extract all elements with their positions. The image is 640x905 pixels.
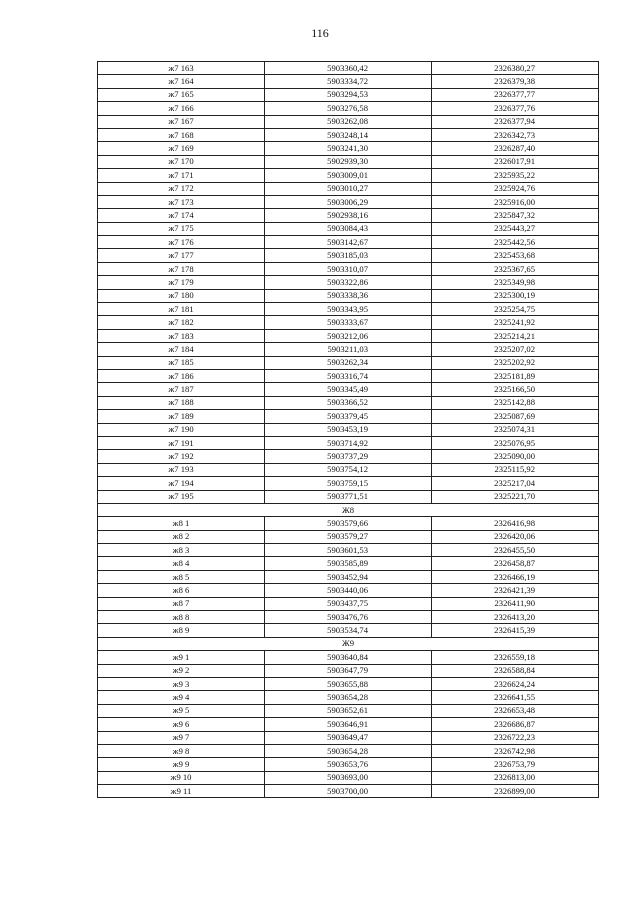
x-coordinate-cell: 5903771,51 [265, 490, 432, 503]
point-name-cell: ж9 3 [98, 677, 265, 690]
y-coordinate-cell: 2325166,50 [432, 383, 599, 396]
x-coordinate-cell: 5903366,52 [265, 396, 432, 409]
table-row [98, 704, 599, 717]
point-name-cell: ж7 191 [98, 436, 265, 449]
y-coordinate-cell: 2325443,27 [432, 222, 599, 235]
y-coordinate-cell: 2325076,95 [432, 436, 599, 449]
table-row [98, 450, 599, 463]
point-name-cell: ж7 182 [98, 316, 265, 329]
y-coordinate-cell: 2326342,73 [432, 128, 599, 141]
x-coordinate-cell: 5903334,72 [265, 75, 432, 88]
x-coordinate-cell: 5903345,49 [265, 383, 432, 396]
y-coordinate-cell: 2326588,84 [432, 664, 599, 677]
point-name-cell: ж7 189 [98, 410, 265, 423]
point-name-cell: ж8 8 [98, 611, 265, 624]
x-coordinate-cell: 5903333,67 [265, 316, 432, 329]
table-row [98, 758, 599, 771]
point-name-cell: ж7 185 [98, 356, 265, 369]
point-name-cell: ж9 2 [98, 664, 265, 677]
point-name-cell: ж7 173 [98, 195, 265, 208]
x-coordinate-cell: 5903534,74 [265, 624, 432, 637]
point-name-cell: ж7 193 [98, 463, 265, 476]
table-row [98, 396, 599, 409]
y-coordinate-cell: 2326411,90 [432, 597, 599, 610]
point-name-cell: ж7 177 [98, 249, 265, 262]
y-coordinate-cell: 2325202,92 [432, 356, 599, 369]
x-coordinate-cell: 5903437,75 [265, 597, 432, 610]
x-coordinate-cell: 5903276,58 [265, 102, 432, 115]
y-coordinate-cell: 2325916,00 [432, 195, 599, 208]
table-row [98, 718, 599, 731]
table-row [98, 115, 599, 128]
y-coordinate-cell: 2326458,87 [432, 557, 599, 570]
x-coordinate-cell: 5903754,12 [265, 463, 432, 476]
y-coordinate-cell: 2325115,92 [432, 463, 599, 476]
table-row [98, 75, 599, 88]
x-coordinate-cell: 5903294,53 [265, 88, 432, 101]
point-name-cell: ж7 194 [98, 477, 265, 490]
y-coordinate-cell: 2326380,27 [432, 62, 599, 75]
point-name-cell: ж8 9 [98, 624, 265, 637]
point-name-cell: ж8 3 [98, 544, 265, 557]
point-name-cell: ж7 174 [98, 209, 265, 222]
point-name-cell: ж7 181 [98, 303, 265, 316]
table-row [98, 276, 599, 289]
x-coordinate-cell: 5903700,00 [265, 785, 432, 798]
point-name-cell: ж8 6 [98, 584, 265, 597]
y-coordinate-cell: 2325349,98 [432, 276, 599, 289]
y-coordinate-cell: 2326641,55 [432, 691, 599, 704]
x-coordinate-cell: 5903654,28 [265, 691, 432, 704]
y-coordinate-cell: 2326455,50 [432, 544, 599, 557]
table-row [98, 785, 599, 798]
y-coordinate-cell: 2325181,89 [432, 369, 599, 382]
point-name-cell: ж7 171 [98, 169, 265, 182]
x-coordinate-cell: 5903006,29 [265, 195, 432, 208]
point-name-cell: ж9 1 [98, 651, 265, 664]
table-row [98, 410, 599, 423]
table-row [98, 155, 599, 168]
table-row [98, 262, 599, 275]
y-coordinate-cell: 2326753,79 [432, 758, 599, 771]
x-coordinate-cell: 5903655,88 [265, 677, 432, 690]
table-row [98, 142, 599, 155]
x-coordinate-cell: 5903262,08 [265, 115, 432, 128]
point-name-cell: ж7 169 [98, 142, 265, 155]
point-name-cell: ж7 195 [98, 490, 265, 503]
y-coordinate-cell: 2326379,38 [432, 75, 599, 88]
y-coordinate-cell: 2325924,76 [432, 182, 599, 195]
y-coordinate-cell: 2325217,04 [432, 477, 599, 490]
y-coordinate-cell: 2325087,69 [432, 410, 599, 423]
point-name-cell: ж9 5 [98, 704, 265, 717]
y-coordinate-cell: 2325254,75 [432, 303, 599, 316]
table-row [98, 664, 599, 677]
y-coordinate-cell: 2326017,91 [432, 155, 599, 168]
y-coordinate-cell: 2325074,31 [432, 423, 599, 436]
point-name-cell: ж7 183 [98, 329, 265, 342]
table-row [98, 316, 599, 329]
point-name-cell: ж7 170 [98, 155, 265, 168]
point-name-cell: ж9 6 [98, 718, 265, 731]
table-row [98, 62, 599, 75]
x-coordinate-cell: 5903322,86 [265, 276, 432, 289]
table-row [98, 691, 599, 704]
point-name-cell: ж9 7 [98, 731, 265, 744]
y-coordinate-cell: 2325241,92 [432, 316, 599, 329]
x-coordinate-cell: 5903379,45 [265, 410, 432, 423]
x-coordinate-cell: 5903714,92 [265, 436, 432, 449]
x-coordinate-cell: 5903737,29 [265, 450, 432, 463]
table-row [98, 222, 599, 235]
x-coordinate-cell: 5903759,15 [265, 477, 432, 490]
point-name-cell: ж9 8 [98, 744, 265, 757]
x-coordinate-cell: 5903084,43 [265, 222, 432, 235]
y-coordinate-cell: 2326742,98 [432, 744, 599, 757]
point-name-cell: ж7 179 [98, 276, 265, 289]
y-coordinate-cell: 2326377,76 [432, 102, 599, 115]
x-coordinate-cell: 5903310,07 [265, 262, 432, 275]
x-coordinate-cell: 5903654,28 [265, 744, 432, 757]
table-row [98, 597, 599, 610]
table-row [98, 329, 599, 342]
table-row [98, 236, 599, 249]
y-coordinate-cell: 2326899,00 [432, 785, 599, 798]
table-row [98, 102, 599, 115]
table-row [98, 169, 599, 182]
y-coordinate-cell: 2326686,87 [432, 718, 599, 731]
table-row [98, 584, 599, 597]
y-coordinate-cell: 2325207,02 [432, 343, 599, 356]
x-coordinate-cell: 5903585,89 [265, 557, 432, 570]
page-number: 116 [311, 26, 329, 40]
y-coordinate-cell: 2325221,70 [432, 490, 599, 503]
x-coordinate-cell: 5902938,16 [265, 209, 432, 222]
x-coordinate-cell: 5903009,01 [265, 169, 432, 182]
point-name-cell: ж7 187 [98, 383, 265, 396]
x-coordinate-cell: 5903649,47 [265, 731, 432, 744]
table-row [98, 477, 599, 490]
point-name-cell: ж8 2 [98, 530, 265, 543]
point-name-cell: ж7 190 [98, 423, 265, 436]
y-coordinate-cell: 2326466,19 [432, 570, 599, 583]
x-coordinate-cell: 5903142,67 [265, 236, 432, 249]
table-row [98, 544, 599, 557]
point-name-cell: ж7 164 [98, 75, 265, 88]
point-name-cell: ж7 172 [98, 182, 265, 195]
x-coordinate-cell: 5902939,30 [265, 155, 432, 168]
table-row [98, 570, 599, 583]
x-coordinate-cell: 5903343,95 [265, 303, 432, 316]
point-name-cell: ж7 184 [98, 343, 265, 356]
y-coordinate-cell: 2325214,21 [432, 329, 599, 342]
table-row [98, 356, 599, 369]
point-name-cell: ж7 175 [98, 222, 265, 235]
table-row [98, 624, 599, 637]
point-name-cell: ж8 1 [98, 517, 265, 530]
x-coordinate-cell: 5903360,42 [265, 62, 432, 75]
point-name-cell: ж8 7 [98, 597, 265, 610]
x-coordinate-cell: 5903316,74 [265, 369, 432, 382]
point-name-cell: ж7 188 [98, 396, 265, 409]
y-coordinate-cell: 2326377,94 [432, 115, 599, 128]
point-name-cell: ж7 163 [98, 62, 265, 75]
section-title: Ж9 [98, 637, 599, 650]
table-row [98, 289, 599, 302]
coordinates-table-body [98, 62, 599, 798]
y-coordinate-cell: 2325442,56 [432, 236, 599, 249]
table-row [98, 517, 599, 530]
y-coordinate-cell: 2326813,00 [432, 771, 599, 784]
table-row [98, 88, 599, 101]
y-coordinate-cell: 2326413,20 [432, 611, 599, 624]
y-coordinate-cell: 2325935,22 [432, 169, 599, 182]
point-name-cell: ж7 176 [98, 236, 265, 249]
x-coordinate-cell: 5903652,61 [265, 704, 432, 717]
table-row [98, 731, 599, 744]
point-name-cell: ж7 192 [98, 450, 265, 463]
point-name-cell: ж9 9 [98, 758, 265, 771]
x-coordinate-cell: 5903185,03 [265, 249, 432, 262]
y-coordinate-cell: 2325300,19 [432, 289, 599, 302]
table-row [98, 611, 599, 624]
table-row [98, 530, 599, 543]
table-row [98, 369, 599, 382]
x-coordinate-cell: 5903647,79 [265, 664, 432, 677]
point-name-cell: ж7 180 [98, 289, 265, 302]
section-header-row [98, 637, 599, 650]
table-row [98, 490, 599, 503]
y-coordinate-cell: 2326722,23 [432, 731, 599, 744]
x-coordinate-cell: 5903248,14 [265, 128, 432, 141]
x-coordinate-cell: 5903579,66 [265, 517, 432, 530]
x-coordinate-cell: 5903440,06 [265, 584, 432, 597]
table-row [98, 744, 599, 757]
y-coordinate-cell: 2325090,00 [432, 450, 599, 463]
point-name-cell: ж8 4 [98, 557, 265, 570]
table-row [98, 651, 599, 664]
table-row [98, 128, 599, 141]
point-name-cell: ж7 167 [98, 115, 265, 128]
x-coordinate-cell: 5903452,94 [265, 570, 432, 583]
y-coordinate-cell: 2326377,77 [432, 88, 599, 101]
x-coordinate-cell: 5903693,00 [265, 771, 432, 784]
y-coordinate-cell: 2325367,65 [432, 262, 599, 275]
table-row [98, 677, 599, 690]
y-coordinate-cell: 2325142,88 [432, 396, 599, 409]
table-row [98, 343, 599, 356]
x-coordinate-cell: 5903646,91 [265, 718, 432, 731]
x-coordinate-cell: 5903212,06 [265, 329, 432, 342]
x-coordinate-cell: 5903241,30 [265, 142, 432, 155]
x-coordinate-cell: 5903453,19 [265, 423, 432, 436]
y-coordinate-cell: 2325453,68 [432, 249, 599, 262]
y-coordinate-cell: 2326416,98 [432, 517, 599, 530]
point-name-cell: ж7 165 [98, 88, 265, 101]
y-coordinate-cell: 2326421,39 [432, 584, 599, 597]
x-coordinate-cell: 5903262,34 [265, 356, 432, 369]
section-header-row [98, 503, 599, 516]
point-name-cell: ж7 178 [98, 262, 265, 275]
x-coordinate-cell: 5903579,27 [265, 530, 432, 543]
point-name-cell: ж9 11 [98, 785, 265, 798]
y-coordinate-cell: 2326287,40 [432, 142, 599, 155]
y-coordinate-cell: 2325847,32 [432, 209, 599, 222]
x-coordinate-cell: 5903640,84 [265, 651, 432, 664]
x-coordinate-cell: 5903338,36 [265, 289, 432, 302]
y-coordinate-cell: 2326415,39 [432, 624, 599, 637]
table-row [98, 423, 599, 436]
x-coordinate-cell: 5903601,53 [265, 544, 432, 557]
y-coordinate-cell: 2326559,18 [432, 651, 599, 664]
table-row [98, 557, 599, 570]
x-coordinate-cell: 5903211,03 [265, 343, 432, 356]
y-coordinate-cell: 2326624,24 [432, 677, 599, 690]
table-row [98, 771, 599, 784]
table-row [98, 182, 599, 195]
point-name-cell: ж9 10 [98, 771, 265, 784]
section-title: Ж8 [98, 503, 599, 516]
point-name-cell: ж8 5 [98, 570, 265, 583]
point-name-cell: ж9 4 [98, 691, 265, 704]
x-coordinate-cell: 5903010,27 [265, 182, 432, 195]
table-row [98, 463, 599, 476]
coordinates-table [97, 61, 599, 798]
table-row [98, 195, 599, 208]
point-name-cell: ж7 168 [98, 128, 265, 141]
table-row [98, 209, 599, 222]
table-row [98, 249, 599, 262]
x-coordinate-cell: 5903476,76 [265, 611, 432, 624]
point-name-cell: ж7 166 [98, 102, 265, 115]
x-coordinate-cell: 5903653,76 [265, 758, 432, 771]
table-row [98, 436, 599, 449]
table-row [98, 303, 599, 316]
table-row [98, 383, 599, 396]
y-coordinate-cell: 2326420,06 [432, 530, 599, 543]
point-name-cell: ж7 186 [98, 369, 265, 382]
y-coordinate-cell: 2326653,48 [432, 704, 599, 717]
